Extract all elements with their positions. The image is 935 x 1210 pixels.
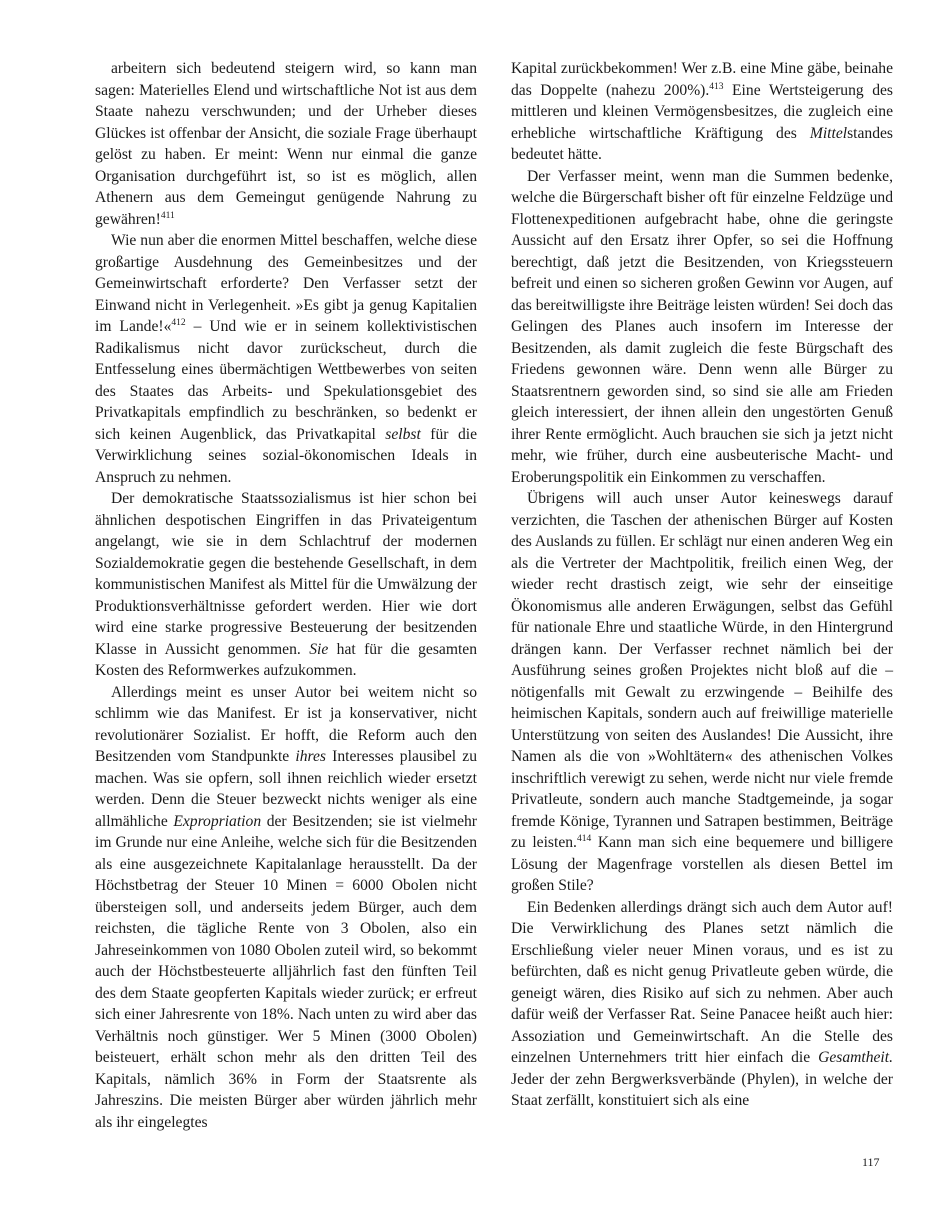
emphasis: Mittel [809, 124, 848, 142]
footnote-ref: 413 [709, 81, 724, 92]
footnote-ref: 412 [171, 318, 186, 328]
text-run: Ein Bedenken allerdings drängt sich auch dem Autor auf! Die Verwirklichung des Planes setzt nämlich die Erschließung vieler neuer Minen voraus, und es ist zu befürchten, daß es nicht genug Privatleute geben würde, die geneigt wären, dies Risiko auf sich zu nehmen. Aber auch dafür weiß der Verfasser Rat. Seine Panacee heißt auch hier: Assoziation und Gemeinwirtschaft. An die Stelle des einzelnen Unternehmers tritt hier einfach die [511, 898, 893, 1066]
text-run: Allerdings meint es unser Autor bei weitem nicht so schlimm wie das Manifest. Er ist ja konservativer, nicht revolutionärer Sozialist. Er hofft, die Reform auch den Besitzenden vom Standpunkte [95, 683, 477, 765]
emphasis: Expropriation [173, 812, 262, 830]
paragraph [511, 58, 893, 166]
footnote-ref: 414 [576, 834, 592, 844]
text-run: arbeitern sich bedeutend steigern wird, so kann man sagen: Materielles Elend und wirtschaftliche Not ist aus dem Staate nahezu verschwunden; und der Urheber dieses Glückes ist offenbar der Ansicht, die soziale Frage überhaupt gelöst zu haben. Er meint: Wenn nur einmal die ganze Organisation durchgeführt ist, so ist es möglich, allen Athenern aus dem Gemeingut genügende Nahrung zu gewähren! [95, 60, 477, 228]
text-run: Kapital zurückbekommen! Wer z.B. eine Mine gäbe, beinahe das Doppelte (nahezu 200%). [511, 60, 893, 99]
text-run: Der demokratische Staatssozialismus ist hier schon bei ähnlichen despotischen Eingriffen in das Privateigentum angelangt, wie sie in dem Schlachtruf der modernen Sozialdemokratie gegen die bestehende Gesellschaft, in dem kommunistischen Manifest als Mittel für die Umwälzung der Produktionsverhältnisse gefordert werden. Hier wie dort wird eine starke progressive Besteuerung der besitzenden Klasse in Aussicht genommen. [95, 490, 477, 658]
text-run: hat für die gesamten Kosten des Reformwerkes aufzukommen. [95, 640, 477, 679]
right-column [511, 58, 893, 1112]
paragraph [95, 682, 477, 1134]
paragraph [511, 166, 893, 489]
emphasis: ihres [295, 748, 326, 765]
paragraph [511, 897, 893, 1112]
text-run: Der Verfasser meint, wenn man die Summen bedenke, welche die Bürgerschaft bisher oft für einzelne Feldzüge und Flottenexpeditionen aufgebracht habe, ohne die geringste Aussicht auf den Ersatz ihrer Opfer, so sei die Hoffnung berechtigt, daß jetzt die Besitzenden, von Kriegssteuern befreit und einen so sicheren großen Gewinn vor Augen, auf das bereitwilligste ihre Beiträge leisten würden! Sei doch das Gelingen des Planes auch insofern im Interesse der Besitzenden, als damit zugleich die feste Bürgschaft des Friedens gewonnen wäre. Denn wenn alle Bürger zu Staatsrentnern geworden sind, so sind sie alle am Frieden gleich interessiert, der ihnen allein den ungestörten Genuß ihrer Rente ermöglicht. Auch brauchen sie sich ja jetzt nicht mehr, wie früher, durch eine ausbeuterische Macht- und Eroberungspolitik ein Einkommen zu verschaffen. [511, 167, 893, 486]
text-run: Wie nun aber die enormen Mittel beschaffen, welche diese großartige Ausdehnung des Gemeinbesitzes und der Gemeinwirtschaft erforderte? Den Verfasser setzt der Einwand nicht in Verlegenheit. »Es gibt ja genug Kapitalien im Lande!« [95, 232, 477, 335]
paragraph [95, 230, 477, 488]
text-run: für die Verwirklichung seines sozial-ökonomischen Ideals in Anspruch zu nehmen. [95, 425, 478, 486]
text-run: standes bedeutet hätte. [511, 124, 893, 163]
footnote-ref: 411 [160, 210, 175, 221]
text-run: Eine Wertsteigerung des mittleren und kleinen Vermögensbesitzes, die zugleich eine erhebliche wirtschaftliche Kräftigung des [511, 81, 893, 142]
paragraph [95, 58, 477, 230]
text-run: – Und wie er in seinem kollektivistischen Radikalismus nicht davor zurückscheut, durch die Entfesselung eines übermächtigen Wettbewerbes von seiten des Staates das Arbeits- und Spekulationsgebiet des Privatkapitals empfindlich zu beschränken, so bedenkt er sich keinen Augenblick, das Privatkapital [95, 318, 477, 443]
text-run: Übrigens will auch unser Autor keineswegs darauf verzichten, die Taschen der athenischen Bürger auf Kosten des Auslands zu füllen. Er schlägt nur einen anderen Weg ein als die Vertreter der Machtpolitik, freilich einen Weg, der wieder recht drastisch zeigt, wie sehr der einseitige Ökonomismus alle anderen Erwägungen, selbst das Gefühl für nationale Ehre und staatliche Würde, in den Hintergrund drängen kann. Der Verfasser rechnet nämlich bei der Ausführung seines großen Projektes nicht bloß auf die – nötigenfalls mit Gewalt zu erzwingende – Beihilfe des heimischen Kapitals, sondern auch auf freiwillige materielle Unterstützung von seiten des Auslandes! Die Aussicht, ihre Namen als die von »Wohltätern« des athenischen Volkes inschriftlich verewigt zu sehen, werde nicht nur viele fremde Privatleute, sondern auch manche Stadtgemeinde, ja sogar fremde Könige, Tyrannen und Satrapen bestimmen, Beiträge zu leisten. [511, 490, 893, 851]
paragraph [511, 488, 893, 897]
page-number: 117 [862, 1155, 880, 1169]
emphasis: selbst [385, 425, 421, 443]
text-run: Kann man sich eine bequemere und billigere Lösung der Magenfrage vorstellen als diesen Bettel im großen Stile? [511, 834, 893, 894]
emphasis: Sie [309, 640, 329, 658]
left-column [95, 58, 477, 1133]
emphasis: Gesamtheit. [818, 1049, 893, 1066]
text-run: der Besitzenden; sie ist vielmehr im Grunde nur eine Anleihe, welche sich für die Besitzenden als eine ausgezeichnete Kapitalanlage herausstellt. Da der Höchstbetrag der Steuer 10 Minen = 6000 Obolen nicht übersteigen soll, und anderseits jedem Bürger, auch dem reichsten, die tägliche Rente von 3 Obolen, also ein Jahreseinkommen von 1080 Obolen zuteil wird, so bekommt auch der Höchstbesteuerte alljährlich fast den fünften Teil des dem Staate geopferten Kapitals wieder zurück; er erfreut sich einer Jahresrente von 18%. Nach unten zu wird aber das Verhältnis noch günstiger. Wer 5 Minen (3000 Obolen) beisteuert, erhält schon mehr als den dritten Teil des Kapitals, nämlich 36% in Form der Staatsrente als Jahreszins. Die meisten Bürger aber würden jährlich mehr als ihr eingelegtes [95, 812, 477, 1131]
text-run: Jeder der zehn Bergwerksverbände (Phylen), in welche der Staat zerfällt, konstituiert sich als eine [511, 1070, 893, 1109]
text-run: Interesses plausibel zu machen. Was sie opfern, soll ihnen reichlich wieder ersetzt werden. Denn die Steuer bezweckt nichts weniger als eine allmähliche [95, 748, 477, 830]
paragraph [95, 488, 477, 682]
